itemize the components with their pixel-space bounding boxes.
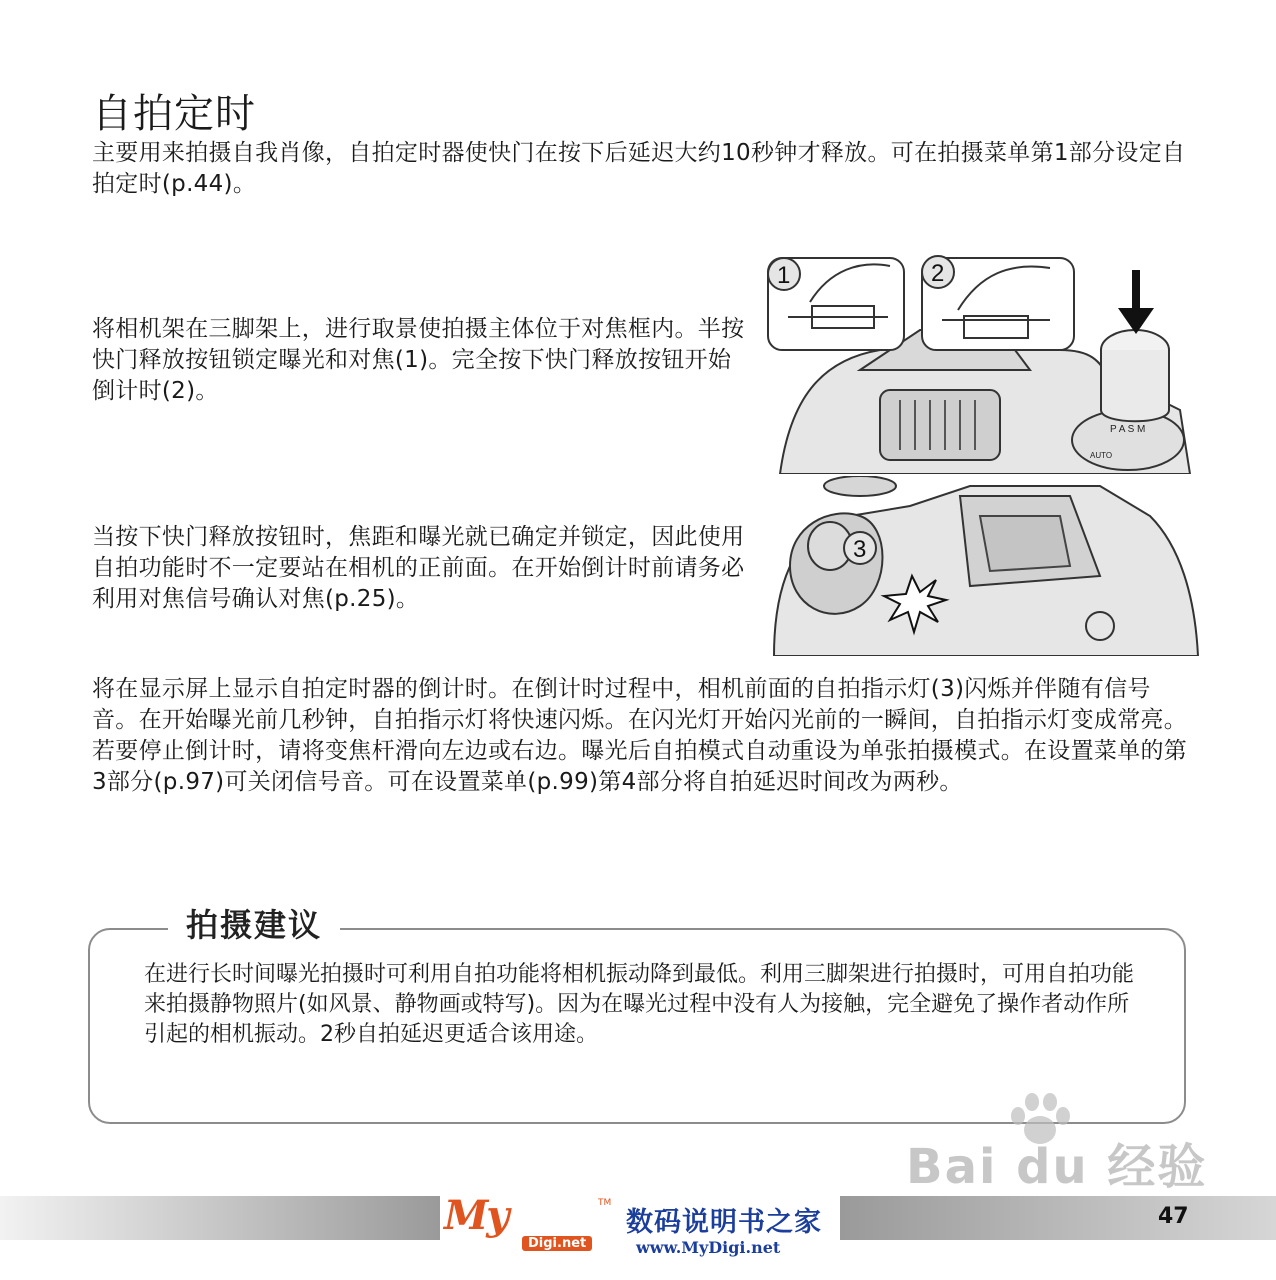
shutter-press-illustration (760, 250, 1200, 474)
step-3-label: 3 (853, 536, 867, 563)
step-2-label: 2 (931, 260, 945, 287)
footer-bar-right (840, 1196, 1276, 1240)
intro-paragraph: 主要用来拍摄自我肖像，自拍定时器使快门在按下后延迟大约10秒钟才释放。可在拍摄菜单第1部分设定自拍定时(p.44)。 (92, 140, 1186, 197)
footer-bar-left (0, 1196, 440, 1240)
logo-trademark: TM (598, 1198, 612, 1208)
focus-paragraph: 当按下快门释放按钮时，焦距和曝光就已确定并锁定，因此使用自拍功能时不一定要站在相机的正前面。在开始倒计时前请务必利用对焦信号确认对焦(p.25)。 (92, 524, 745, 612)
tripod-paragraph: 将相机架在三脚架上，进行取景使拍摄主体位于对焦框内。半按快门释放按钮锁定曝光和对焦(1)。完全按下快门释放按钮开始倒计时(2)。 (92, 316, 745, 404)
step-1-label: 1 (777, 262, 791, 289)
brand-url[interactable]: www.MyDigi.net (636, 1238, 781, 1257)
page-title: 自拍定时 (92, 91, 256, 137)
dial-auto-label: AUTO (1090, 451, 1113, 460)
tips-text: 在进行长时间曝光拍摄时可利用自拍功能将相机振动降到最低。利用三脚架进行拍摄时，可用自拍功能来拍摄静物照片(如风景、静物画或特写)。因为在曝光过程中没有人为接触，完全避免了操作者动作所引起的相机振动。2秒自拍延迟更适合该用途。 (144, 962, 1135, 1047)
dial-letters: P A S M (1110, 424, 1146, 435)
self-timer-lamp-illustration (770, 476, 1200, 656)
page-number: 47 (1158, 1204, 1189, 1229)
brand-name: 数码说明书之家 (626, 1207, 822, 1238)
tips-heading: 拍摄建议 (168, 900, 340, 946)
watermark-main: Bai du 经验 (906, 1139, 1208, 1195)
mydigi-logo: My (444, 1192, 508, 1239)
logo-digi-badge: Digi.net (522, 1236, 592, 1251)
countdown-paragraph: 将在显示屏上显示自拍定时器的倒计时。在倒计时过程中，相机前面的自拍指示灯(3)闪烁并伴随有信号音。在开始曝光前几秒钟，自拍指示灯将快速闪烁。在闪光灯开始闪光前的一瞬间，自拍指示灯变成常亮。若要停止倒计时，请将变焦杆滑向左边或右边。曝光后自拍模式自动重设为单张拍摄模式。在设置菜单的第3部分(p.97)可关闭信号音。可在设置菜单(p.99)第4部分将自拍延迟时间改为两秒。 (92, 676, 1188, 795)
